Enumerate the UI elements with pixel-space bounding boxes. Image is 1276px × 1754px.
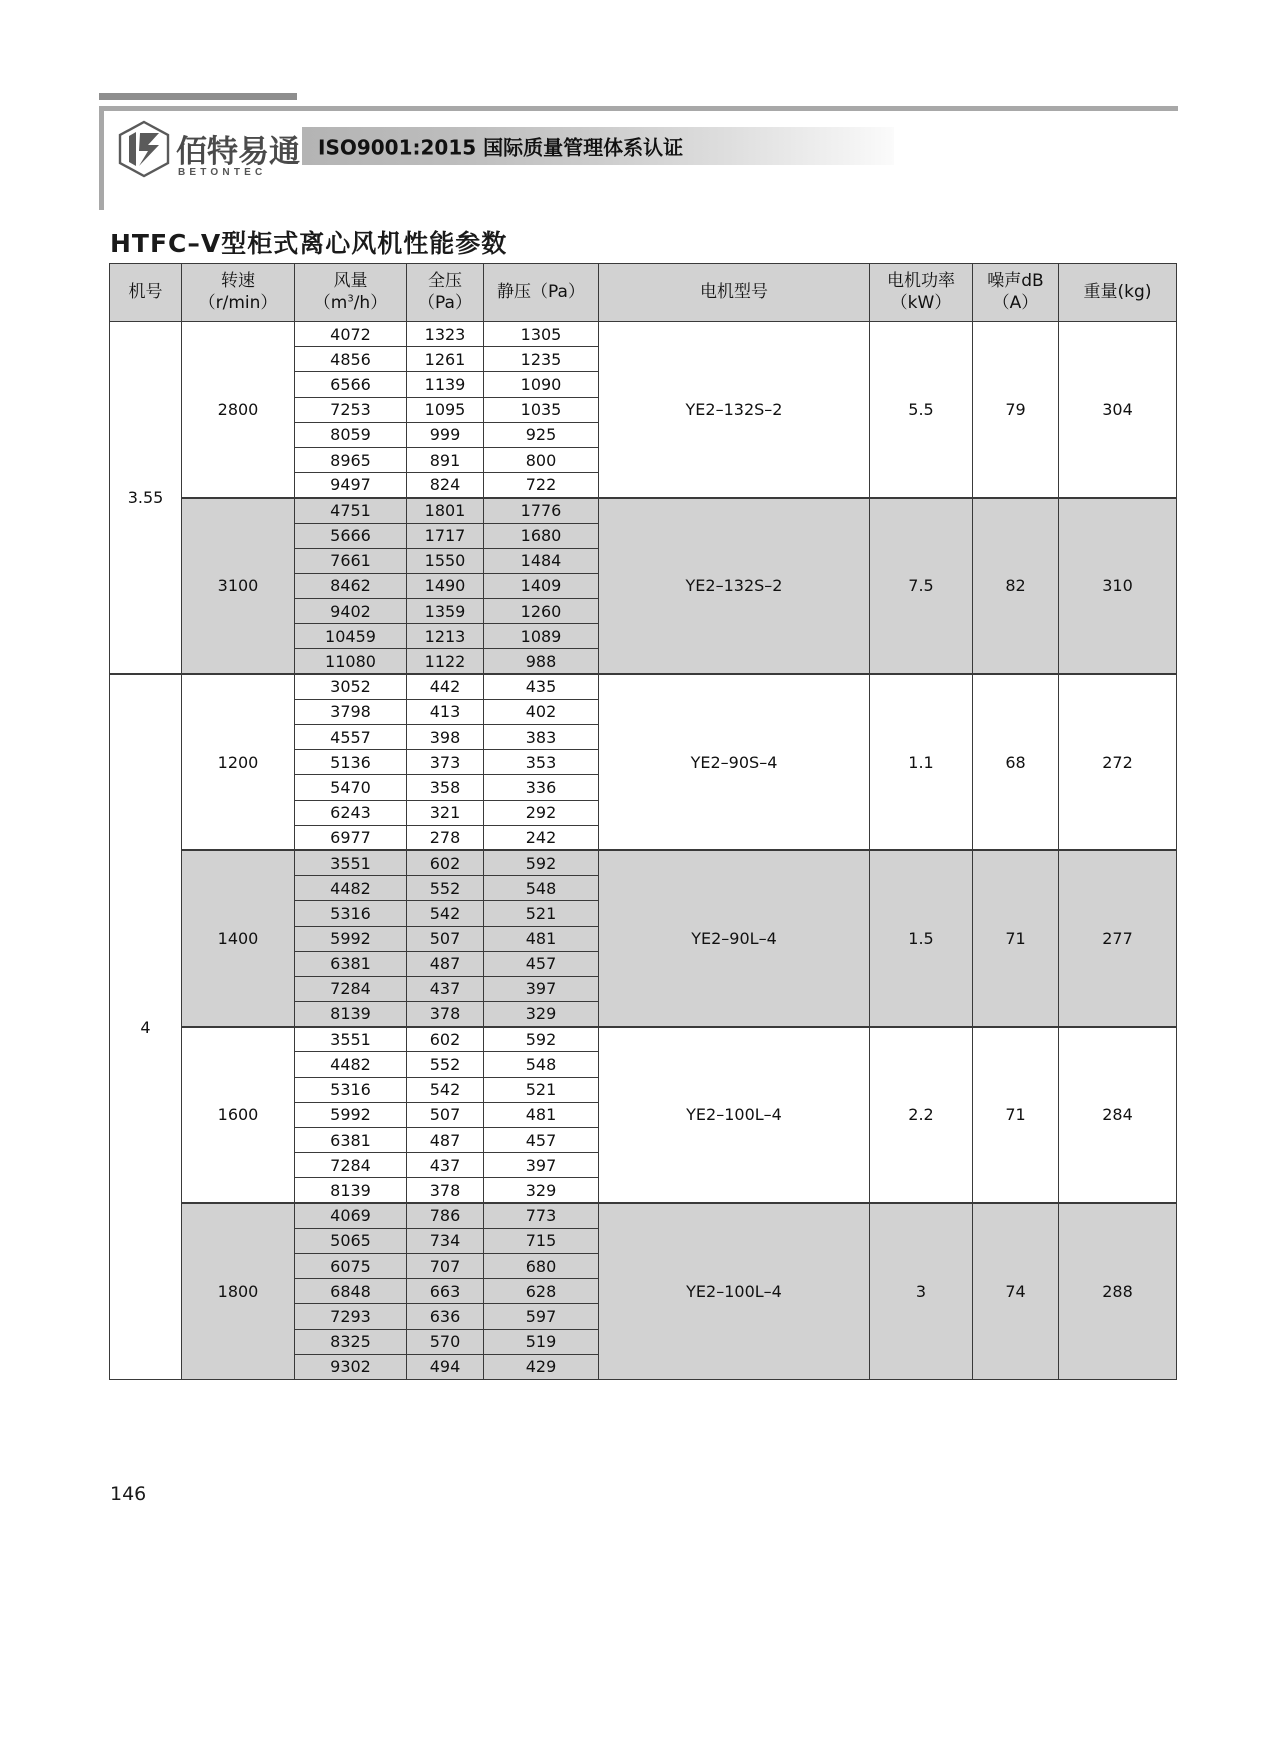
cell-static-pressure: 336: [484, 775, 599, 800]
cell-static-pressure: 383: [484, 725, 599, 750]
header-rule-vertical: [99, 106, 104, 210]
cell-static-pressure: 429: [484, 1354, 599, 1379]
column-header-4: [484, 264, 599, 322]
cell-motor-power: 1.1: [870, 674, 973, 850]
cell-noise: 71: [973, 1027, 1059, 1203]
column-header-3: [407, 264, 484, 322]
cell-airflow: 3052: [295, 674, 407, 699]
cell-airflow: 6848: [295, 1279, 407, 1304]
cell-noise: 74: [973, 1203, 1059, 1379]
cell-weight: 304: [1059, 322, 1177, 498]
column-header-0: [110, 264, 182, 322]
cell-static-pressure: 722: [484, 473, 599, 498]
column-header-line1: 静压（Pa）: [497, 281, 585, 302]
performance-table-container: [109, 263, 1176, 1380]
cell-airflow: 6075: [295, 1253, 407, 1278]
cell-motor-power: 1.5: [870, 850, 973, 1026]
cell-total-pressure: 437: [407, 1153, 484, 1178]
cell-airflow: 6977: [295, 825, 407, 850]
cell-static-pressure: 457: [484, 1128, 599, 1153]
cell-airflow: 8325: [295, 1329, 407, 1354]
cell-static-pressure: 1776: [484, 498, 599, 523]
cell-motor-model: YE2–132S–2: [599, 498, 870, 674]
cell-static-pressure: 548: [484, 876, 599, 901]
cell-speed: 1800: [182, 1203, 295, 1379]
table-header-row: [110, 264, 1177, 322]
cell-static-pressure: 592: [484, 850, 599, 875]
column-header-8: [1059, 264, 1177, 322]
cell-total-pressure: 1122: [407, 649, 484, 674]
cell-airflow: 8462: [295, 573, 407, 598]
cell-airflow: 4482: [295, 1052, 407, 1077]
cell-static-pressure: 628: [484, 1279, 599, 1304]
column-header-1: [182, 264, 295, 322]
cell-fan-size: 3.55: [110, 322, 182, 675]
column-header-line1: 转速: [221, 270, 255, 291]
cell-airflow: 6243: [295, 800, 407, 825]
cell-airflow: 7284: [295, 1153, 407, 1178]
cell-airflow: 9402: [295, 599, 407, 624]
cell-total-pressure: 552: [407, 1052, 484, 1077]
iso-banner-text: ISO9001:2015 国际质量管理体系认证: [318, 135, 684, 160]
cell-weight: 310: [1059, 498, 1177, 674]
table-row: [110, 1203, 1177, 1228]
cell-total-pressure: 1261: [407, 347, 484, 372]
cell-total-pressure: 824: [407, 473, 484, 498]
cell-total-pressure: 321: [407, 800, 484, 825]
cell-static-pressure: 457: [484, 951, 599, 976]
cell-total-pressure: 707: [407, 1253, 484, 1278]
cell-total-pressure: 507: [407, 1102, 484, 1127]
cell-motor-power: 2.2: [870, 1027, 973, 1203]
column-header-line1: 噪声dB: [987, 270, 1044, 291]
cell-total-pressure: 542: [407, 901, 484, 926]
cell-airflow: 11080: [295, 649, 407, 674]
cell-motor-model: YE2–132S–2: [599, 322, 870, 498]
column-header-line1: 全压: [428, 270, 462, 291]
cell-static-pressure: 1484: [484, 548, 599, 573]
cell-airflow: 8059: [295, 422, 407, 447]
cell-total-pressure: 487: [407, 951, 484, 976]
cell-airflow: 6381: [295, 951, 407, 976]
cell-static-pressure: 1090: [484, 372, 599, 397]
cell-static-pressure: 519: [484, 1329, 599, 1354]
column-header-line2: （A）: [992, 292, 1039, 313]
cell-static-pressure: 521: [484, 901, 599, 926]
cell-airflow: 8139: [295, 1178, 407, 1203]
table-body: [110, 322, 1177, 1380]
cell-airflow: 5666: [295, 523, 407, 548]
cell-airflow: 7661: [295, 548, 407, 573]
column-header-2: [295, 264, 407, 322]
cell-airflow: 5136: [295, 750, 407, 775]
logo-english-name: BETONTEC: [178, 167, 267, 178]
cell-total-pressure: 1490: [407, 573, 484, 598]
cell-noise: 68: [973, 674, 1059, 850]
cell-total-pressure: 507: [407, 926, 484, 951]
cell-static-pressure: 435: [484, 674, 599, 699]
table-row: [110, 498, 1177, 523]
cell-weight: 284: [1059, 1027, 1177, 1203]
cell-airflow: 5316: [295, 901, 407, 926]
cell-motor-power: 7.5: [870, 498, 973, 674]
cell-motor-model: YE2–100L–4: [599, 1203, 870, 1379]
cell-static-pressure: 329: [484, 1002, 599, 1027]
column-header-line2: （Pa）: [418, 292, 472, 313]
cell-static-pressure: 402: [484, 699, 599, 724]
cell-static-pressure: 1680: [484, 523, 599, 548]
cell-airflow: 8965: [295, 447, 407, 472]
page-title: HTFC–V型柜式离心风机性能参数: [110, 229, 508, 258]
cell-total-pressure: 442: [407, 674, 484, 699]
cell-noise: 82: [973, 498, 1059, 674]
cell-static-pressure: 773: [484, 1203, 599, 1228]
cell-total-pressure: 891: [407, 447, 484, 472]
cell-airflow: 10459: [295, 624, 407, 649]
table-row: [110, 674, 1177, 699]
cell-noise: 71: [973, 850, 1059, 1026]
cell-static-pressure: 592: [484, 1027, 599, 1052]
page-number: 146: [110, 1483, 147, 1505]
cell-static-pressure: 1035: [484, 397, 599, 422]
cell-airflow: 6566: [295, 372, 407, 397]
cell-total-pressure: 602: [407, 1027, 484, 1052]
cell-total-pressure: 378: [407, 1178, 484, 1203]
cell-airflow: 3551: [295, 1027, 407, 1052]
cell-speed: 2800: [182, 322, 295, 498]
cell-airflow: 4072: [295, 322, 407, 347]
table-row: [110, 322, 1177, 347]
table-row: [110, 850, 1177, 875]
cell-total-pressure: 636: [407, 1304, 484, 1329]
cell-motor-power: 5.5: [870, 322, 973, 498]
column-header-line1: 风量: [333, 270, 368, 291]
cell-airflow: 7284: [295, 976, 407, 1001]
cell-airflow: 4069: [295, 1203, 407, 1228]
cell-weight: 288: [1059, 1203, 1177, 1379]
cell-static-pressure: 1305: [484, 322, 599, 347]
cell-total-pressure: 1213: [407, 624, 484, 649]
cell-airflow: 4751: [295, 498, 407, 523]
cell-static-pressure: 1235: [484, 347, 599, 372]
column-header-7: [973, 264, 1059, 322]
performance-table: [109, 263, 1177, 1380]
cell-total-pressure: 398: [407, 725, 484, 750]
cell-total-pressure: 602: [407, 850, 484, 875]
cell-total-pressure: 278: [407, 825, 484, 850]
cell-static-pressure: 397: [484, 1153, 599, 1178]
cell-total-pressure: 1095: [407, 397, 484, 422]
cell-static-pressure: 481: [484, 1102, 599, 1127]
cell-speed: 3100: [182, 498, 295, 674]
cell-airflow: 5470: [295, 775, 407, 800]
cell-static-pressure: 292: [484, 800, 599, 825]
cell-static-pressure: 925: [484, 422, 599, 447]
cell-speed: 1600: [182, 1027, 295, 1203]
cell-motor-model: YE2–100L–4: [599, 1027, 870, 1203]
cell-static-pressure: 1260: [484, 599, 599, 624]
table-header: [110, 264, 1177, 322]
cell-speed: 1400: [182, 850, 295, 1026]
cell-total-pressure: 494: [407, 1354, 484, 1379]
table-row: [110, 1027, 1177, 1052]
cell-airflow: 5992: [295, 926, 407, 951]
cell-total-pressure: 999: [407, 422, 484, 447]
cell-static-pressure: 329: [484, 1178, 599, 1203]
column-header-5: [599, 264, 870, 322]
company-logo: [118, 120, 300, 185]
cell-static-pressure: 800: [484, 447, 599, 472]
cell-static-pressure: 353: [484, 750, 599, 775]
cell-fan-size: 4: [110, 674, 182, 1379]
cell-static-pressure: 715: [484, 1228, 599, 1253]
cell-airflow: 5065: [295, 1228, 407, 1253]
column-header-6: [870, 264, 973, 322]
cell-weight: 272: [1059, 674, 1177, 850]
header-rule-short: [99, 93, 297, 100]
page-header: [0, 0, 1276, 215]
cell-static-pressure: 397: [484, 976, 599, 1001]
cell-airflow: 4482: [295, 876, 407, 901]
cell-airflow: 4557: [295, 725, 407, 750]
cell-motor-model: YE2–90S–4: [599, 674, 870, 850]
cell-airflow: 5316: [295, 1077, 407, 1102]
cell-total-pressure: 358: [407, 775, 484, 800]
cell-static-pressure: 481: [484, 926, 599, 951]
cell-airflow: 6381: [295, 1128, 407, 1153]
column-header-line1: 电机功率: [887, 270, 955, 291]
cell-motor-model: YE2–90L–4: [599, 850, 870, 1026]
cell-total-pressure: 570: [407, 1329, 484, 1354]
iso-certification-banner: [302, 127, 894, 165]
cell-static-pressure: 521: [484, 1077, 599, 1102]
cell-airflow: 3551: [295, 850, 407, 875]
cell-total-pressure: 1323: [407, 322, 484, 347]
header-rule-long: [99, 106, 1178, 111]
column-header-line1: 电机型号: [700, 281, 768, 302]
cell-total-pressure: 437: [407, 976, 484, 1001]
cell-airflow: 7253: [295, 397, 407, 422]
cell-weight: 277: [1059, 850, 1177, 1026]
cell-total-pressure: 786: [407, 1203, 484, 1228]
cell-airflow: 3798: [295, 699, 407, 724]
column-header-line1: 机号: [128, 281, 163, 302]
column-header-line1: 重量(kg): [1083, 281, 1152, 302]
cell-total-pressure: 663: [407, 1279, 484, 1304]
cell-speed: 1200: [182, 674, 295, 850]
cell-total-pressure: 413: [407, 699, 484, 724]
cell-total-pressure: 1359: [407, 599, 484, 624]
cell-total-pressure: 378: [407, 1002, 484, 1027]
cell-total-pressure: 1550: [407, 548, 484, 573]
cell-noise: 79: [973, 322, 1059, 498]
logo-chinese-name: 佰特易通: [176, 134, 300, 170]
cell-total-pressure: 1801: [407, 498, 484, 523]
cell-static-pressure: 548: [484, 1052, 599, 1077]
cell-total-pressure: 552: [407, 876, 484, 901]
cell-total-pressure: 542: [407, 1077, 484, 1102]
cell-motor-power: 3: [870, 1203, 973, 1379]
cell-total-pressure: 734: [407, 1228, 484, 1253]
cell-static-pressure: 680: [484, 1253, 599, 1278]
cell-airflow: 8139: [295, 1002, 407, 1027]
betontec-logo-icon: [118, 120, 172, 178]
column-header-line2: $(m^3/h)$: [313, 292, 388, 313]
column-header-line2: （kW）: [890, 292, 952, 313]
cell-total-pressure: 1139: [407, 372, 484, 397]
cell-static-pressure: 1409: [484, 573, 599, 598]
cell-static-pressure: 1089: [484, 624, 599, 649]
cell-total-pressure: 373: [407, 750, 484, 775]
cell-total-pressure: 487: [407, 1128, 484, 1153]
cell-total-pressure: 1717: [407, 523, 484, 548]
cell-static-pressure: 597: [484, 1304, 599, 1329]
cell-static-pressure: 988: [484, 649, 599, 674]
cell-static-pressure: 242: [484, 825, 599, 850]
cell-airflow: 9497: [295, 473, 407, 498]
cell-airflow: 4856: [295, 347, 407, 372]
column-header-line2: （r/min）: [198, 292, 278, 313]
cell-airflow: 9302: [295, 1354, 407, 1379]
cell-airflow: 5992: [295, 1102, 407, 1127]
cell-airflow: 7293: [295, 1304, 407, 1329]
